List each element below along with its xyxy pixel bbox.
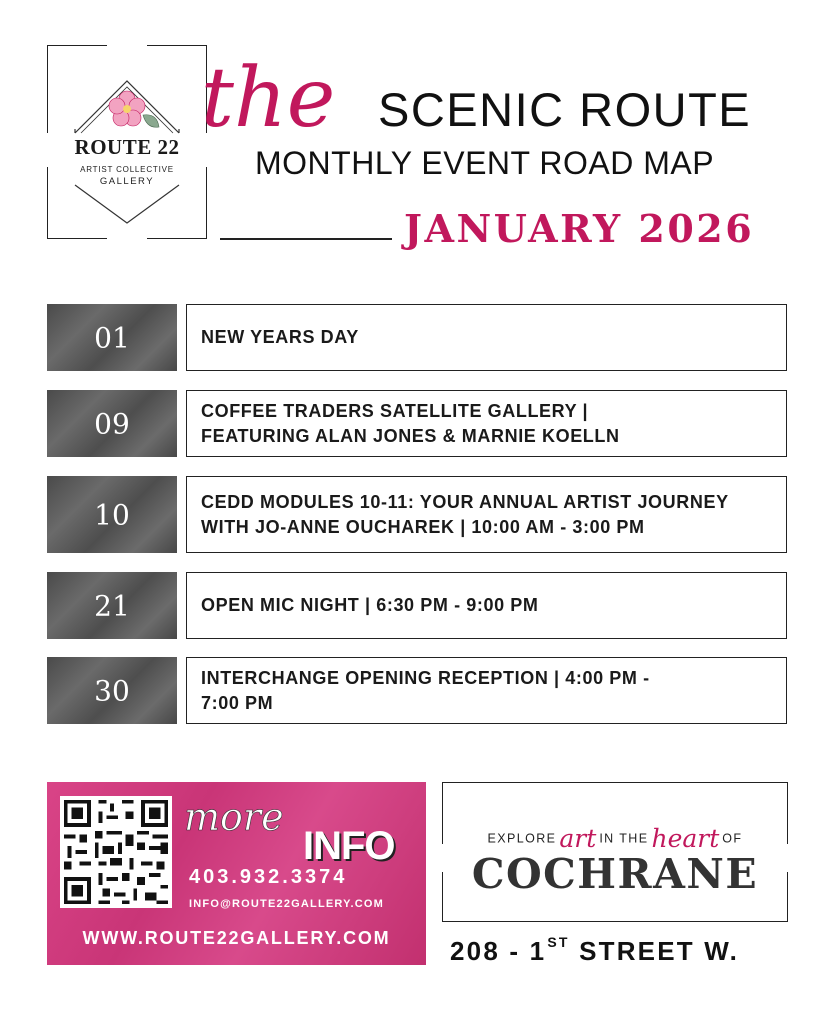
the-script-title xyxy=(195,50,385,145)
town-name: COCHRANE xyxy=(471,850,759,898)
logo xyxy=(47,45,207,239)
event-day: 01 xyxy=(94,321,130,354)
explore-badge xyxy=(442,782,788,922)
event-details xyxy=(186,657,787,724)
event-title: OPEN MIC NIGHT | 6:30 PM - 9:00 PM xyxy=(201,595,539,615)
event-date-block xyxy=(47,657,177,724)
logo-title: ROUTE 22 xyxy=(74,135,180,159)
email-link[interactable]: INFO@ROUTE22GALLERY.COM xyxy=(189,898,384,910)
event-day: 10 xyxy=(94,498,130,531)
event-details xyxy=(186,304,787,371)
info-heading: INFO xyxy=(303,824,395,868)
event-title: INTERCHANGE OPENING RECEPTION | 4:00 PM - 7:00 PM xyxy=(201,667,650,713)
event-row xyxy=(47,476,787,553)
info-panel xyxy=(47,782,426,965)
event-row xyxy=(47,657,787,724)
month-heading: JANUARY 2026 xyxy=(404,206,755,251)
event-date-block xyxy=(47,390,177,457)
event-day: 30 xyxy=(94,674,130,707)
page-subtitle: MONTHLY EVENT ROAD MAP xyxy=(255,145,715,181)
the-script-text: the xyxy=(201,51,336,145)
event-date-block xyxy=(47,476,177,553)
event-details xyxy=(186,476,787,553)
phone-number[interactable]: 403.932.3374 xyxy=(189,866,348,888)
more-script-text: more xyxy=(184,795,284,839)
event-day: 21 xyxy=(94,589,130,622)
more-script-title xyxy=(182,792,322,844)
event-date-block xyxy=(47,572,177,639)
explore-tagline: EXPLORE art IN THE heart OF xyxy=(487,824,743,853)
divider xyxy=(220,238,392,240)
street-address: 208 - 1ST STREET W. xyxy=(450,934,739,966)
event-row xyxy=(47,572,787,639)
event-details xyxy=(186,390,787,457)
website-link[interactable]: WWW.ROUTE22GALLERY.COM xyxy=(82,928,391,948)
event-title: NEW YEARS DAY xyxy=(201,327,359,347)
event-title: CEDD MODULES 10-11: YOUR ANNUAL ARTIST JOURNEY WITH JO-ANNE OUCHAREK | 10:00 AM - 3:00 PM xyxy=(201,491,729,537)
event-title: COFFEE TRADERS SATELLITE GALLERY | FEATURING ALAN JONES & MARNIE KOELLN xyxy=(201,400,620,446)
event-date-block xyxy=(47,304,177,371)
event-row xyxy=(47,390,787,457)
event-row xyxy=(47,304,787,371)
logo-subtitle: GALLERY xyxy=(99,176,155,187)
event-details xyxy=(186,572,787,639)
event-day: 09 xyxy=(94,407,130,440)
qr-code-icon[interactable] xyxy=(60,796,172,908)
logo-subtitle: ARTIST COLLECTIVE xyxy=(80,165,174,174)
page-title: SCENIC ROUTE xyxy=(378,83,752,136)
